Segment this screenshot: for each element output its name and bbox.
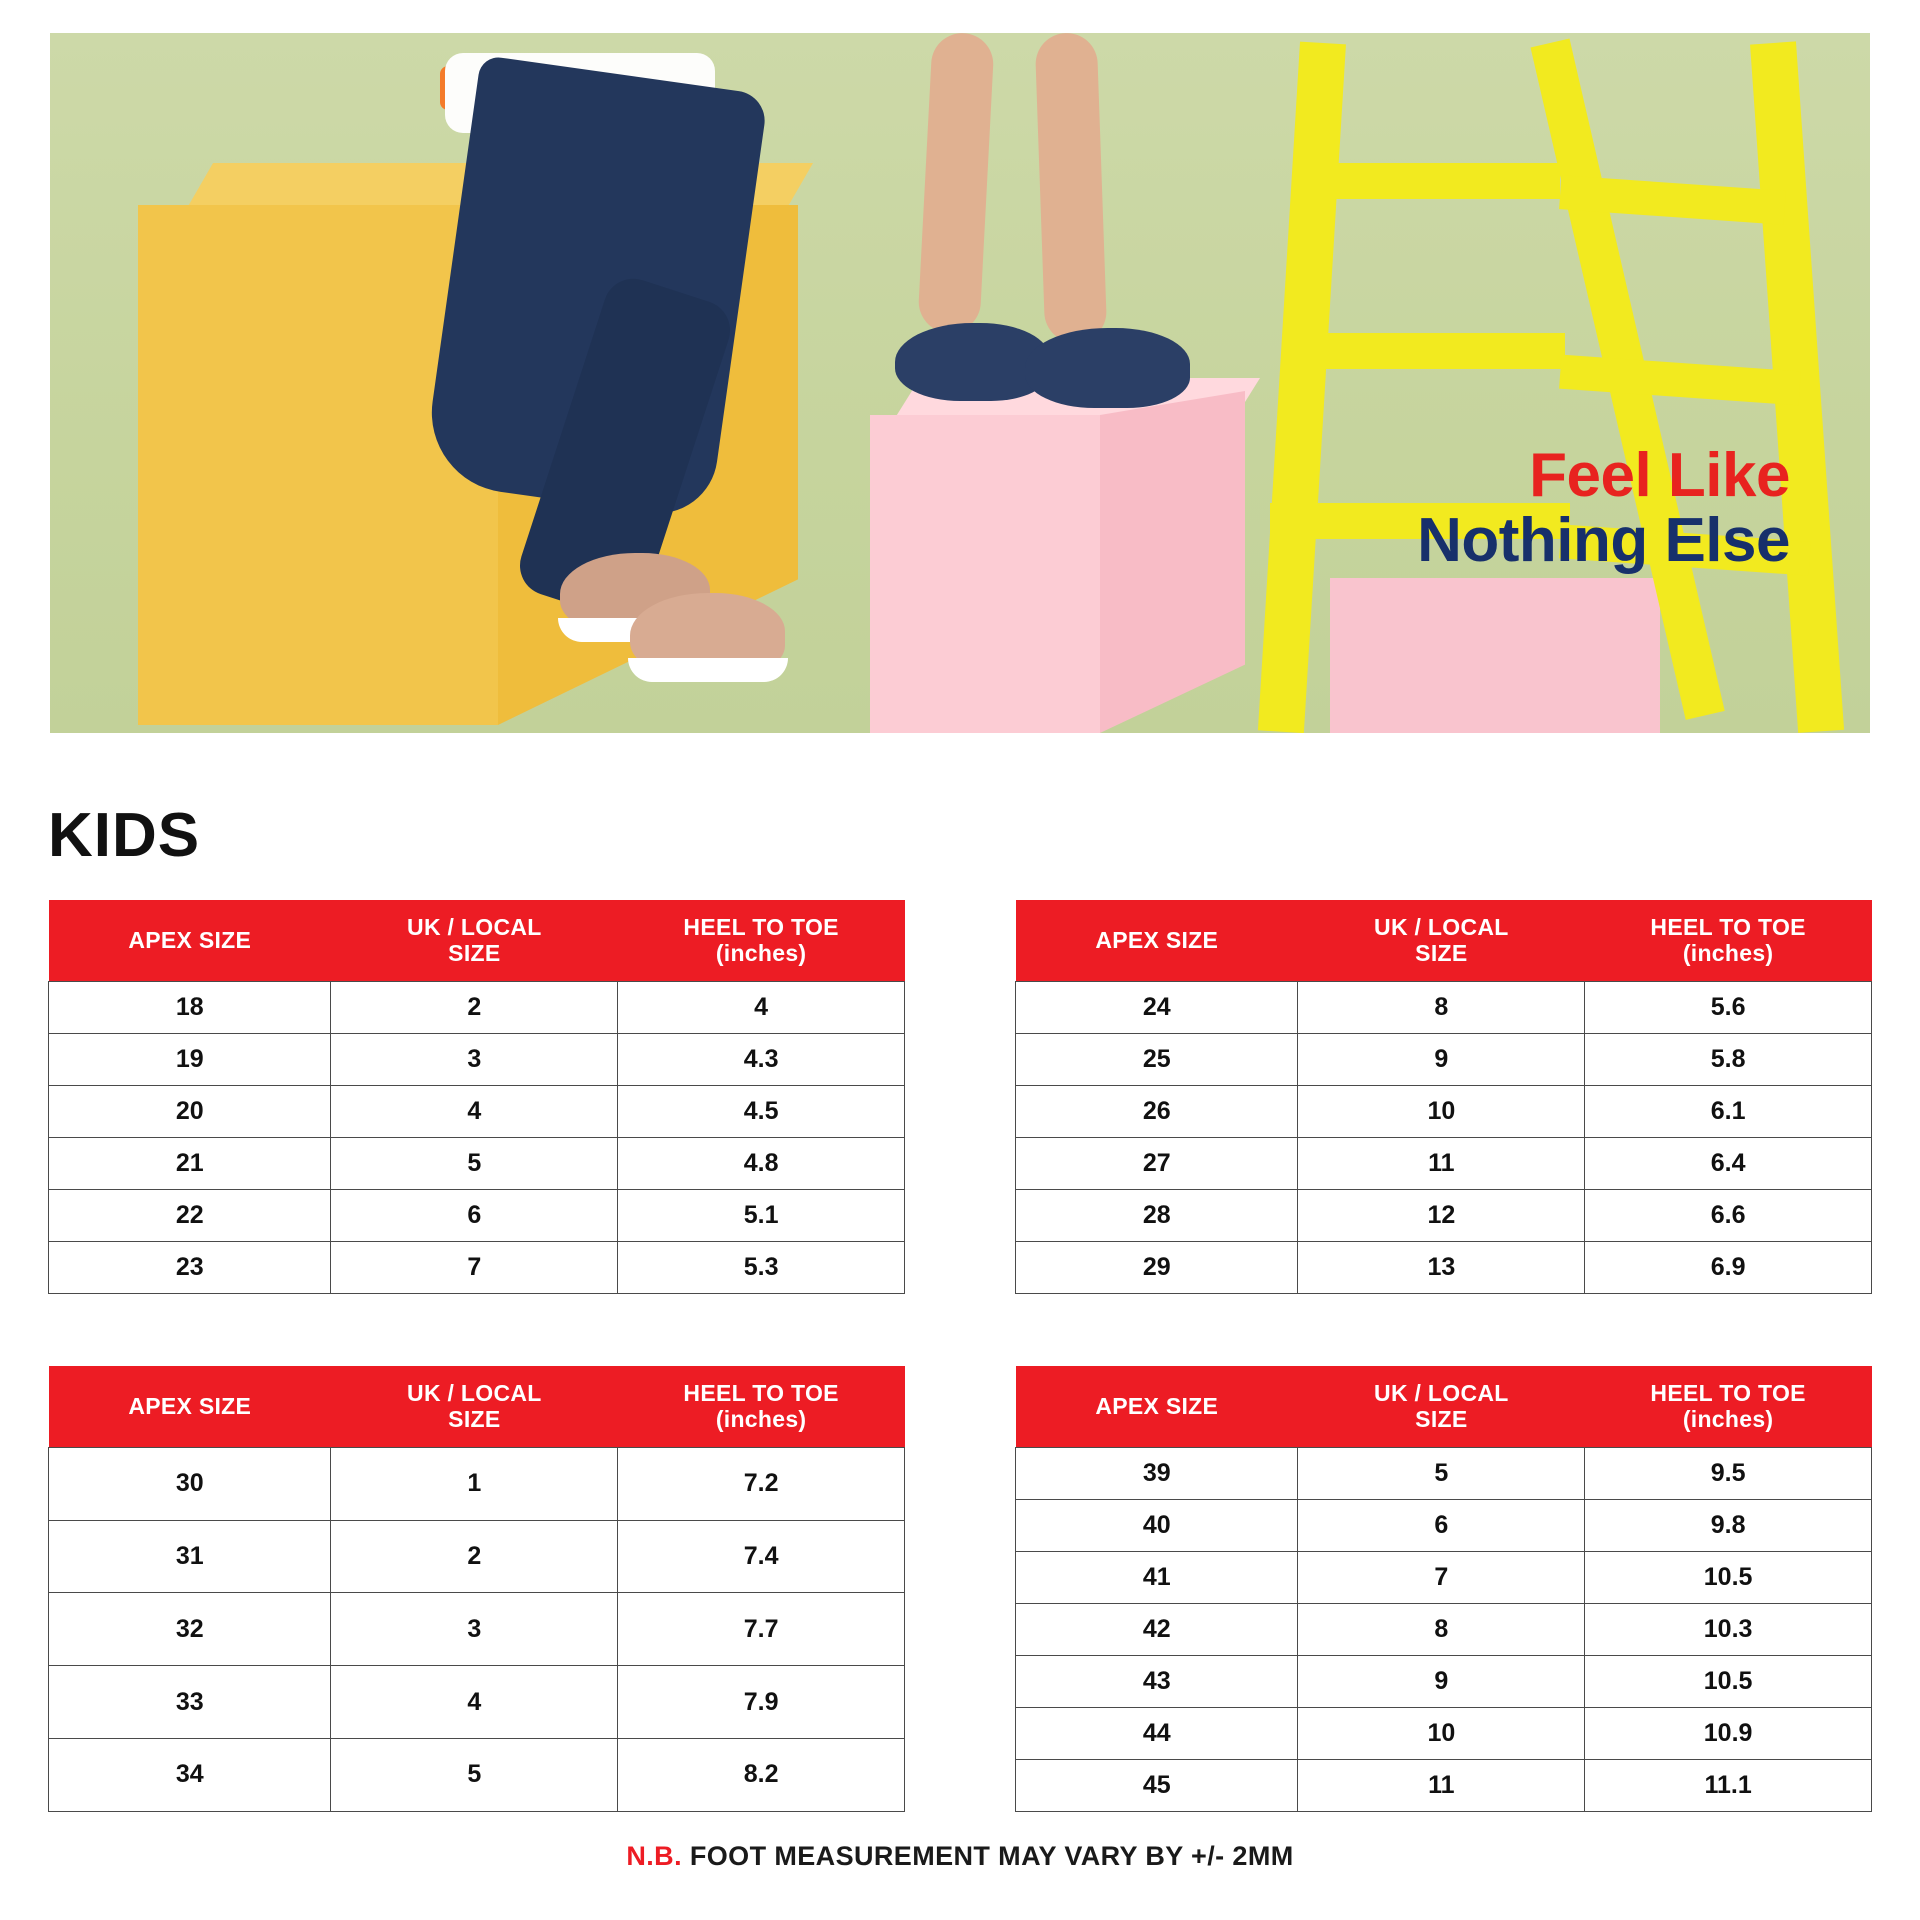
header-line-2: (inches) [1682,940,1774,967]
cell-apex-size: 24 [1016,981,1298,1033]
cell-apex-size: 44 [1016,1707,1298,1759]
table-row [1016,1707,1872,1759]
table-header-row [1016,900,1872,981]
header-line-1: HEEL TO TOE [683,1379,839,1406]
table-row [1016,1241,1872,1293]
header-line-1: UK / LOCAL [407,1379,542,1406]
ladder-step [1290,333,1565,369]
cell-heel-to-toe: 10.9 [1585,1707,1872,1759]
cell-uk-size: 1 [331,1447,618,1520]
cell-uk-size: 11 [1298,1137,1585,1189]
column-header-heel-to-toe [1585,1366,1872,1447]
cell-heel-to-toe: 7.9 [618,1666,905,1739]
cell-uk-size: 8 [1298,981,1585,1033]
cell-heel-to-toe: 4 [618,981,905,1033]
table-row [49,1033,905,1085]
page-title: KIDS [48,801,201,870]
tagline-line-2: Nothing Else [1417,505,1790,575]
cell-uk-size: 6 [331,1189,618,1241]
table-row [49,1447,905,1520]
table-header-row [49,900,905,981]
cell-apex-size: 41 [1016,1551,1298,1603]
kids-size-table-1 [48,900,905,1294]
table-header-row [1016,1366,1872,1447]
cell-apex-size: 45 [1016,1759,1298,1811]
measurement-footnote [0,1841,1920,1872]
kids-size-table-3 [48,1366,905,1812]
table-row [1016,1447,1872,1499]
cell-apex-size: 29 [1016,1241,1298,1293]
table-row [49,1520,905,1593]
table-row [49,1241,905,1293]
cell-apex-size: 27 [1016,1137,1298,1189]
hero-tagline [1417,440,1790,575]
column-header-heel-to-toe [1585,900,1872,981]
table-row [1016,1499,1872,1551]
cell-heel-to-toe: 7.4 [618,1520,905,1593]
cell-apex-size: 43 [1016,1655,1298,1707]
yellow-cube-face [138,205,498,725]
cell-uk-size: 12 [1298,1189,1585,1241]
cell-heel-to-toe: 6.1 [1585,1085,1872,1137]
header-line-1: HEEL TO TOE [683,914,839,940]
header-line-2: SIZE [1415,1406,1468,1433]
table-row [49,1085,905,1137]
cell-uk-size: 11 [1298,1759,1585,1811]
cell-uk-size: 2 [331,1520,618,1593]
cell-uk-size: 4 [331,1666,618,1739]
cell-heel-to-toe: 10.3 [1585,1603,1872,1655]
cell-uk-size: 7 [1298,1551,1585,1603]
header-line-2: (inches) [715,1406,807,1433]
tables-row-top [48,900,1872,1294]
header-line-1: UK / LOCAL [1374,1379,1509,1406]
table-row [49,1137,905,1189]
cell-uk-size: 7 [331,1241,618,1293]
cell-apex-size: 18 [49,981,331,1033]
cell-uk-size: 10 [1298,1085,1585,1137]
cell-uk-size: 6 [1298,1499,1585,1551]
column-header-uk-local-size [331,1366,618,1447]
table-row [49,1593,905,1666]
header-line-1: UK / LOCAL [1374,914,1509,940]
tagline-line-1: Feel Like [1529,440,1790,510]
header-line-1: HEEL TO TOE [1650,1379,1806,1406]
cell-heel-to-toe: 8.2 [618,1738,905,1811]
table-row [49,1738,905,1811]
cell-apex-size: 31 [49,1520,331,1593]
cell-apex-size: 30 [49,1447,331,1520]
cell-heel-to-toe: 10.5 [1585,1655,1872,1707]
table-row [49,981,905,1033]
cell-uk-size: 13 [1298,1241,1585,1293]
cell-uk-size: 9 [1298,1033,1585,1085]
column-header-apex-size: APEX SIZE [1016,1366,1298,1447]
ladder-step [1559,355,1801,406]
cell-heel-to-toe: 10.5 [1585,1551,1872,1603]
footnote-prefix: N.B. [626,1841,682,1871]
ladder-step [1310,163,1560,199]
navy-shoe-right [1025,328,1190,408]
cell-heel-to-toe: 4.8 [618,1137,905,1189]
header-line-2: SIZE [448,940,501,967]
column-header-heel-to-toe [618,900,905,981]
kids-size-table-4 [1015,1366,1872,1812]
table-row [1016,1085,1872,1137]
table-row [49,1666,905,1739]
column-header-heel-to-toe [618,1366,905,1447]
table-row [1016,1137,1872,1189]
table-row [1016,1033,1872,1085]
table-header-row [49,1366,905,1447]
cell-heel-to-toe: 6.9 [1585,1241,1872,1293]
cell-heel-to-toe: 6.4 [1585,1137,1872,1189]
table-row [49,1189,905,1241]
cell-heel-to-toe: 9.5 [1585,1447,1872,1499]
tan-shoe-sole-right [628,658,788,682]
cell-heel-to-toe: 9.8 [1585,1499,1872,1551]
cell-heel-to-toe: 6.6 [1585,1189,1872,1241]
cell-uk-size: 5 [331,1137,618,1189]
table-row [1016,1759,1872,1811]
table-row [1016,1189,1872,1241]
cell-apex-size: 40 [1016,1499,1298,1551]
cell-apex-size: 19 [49,1033,331,1085]
cell-apex-size: 32 [49,1593,331,1666]
header-line-1: UK / LOCAL [407,914,542,940]
header-line-2: SIZE [448,1406,501,1433]
cell-heel-to-toe: 11.1 [1585,1759,1872,1811]
cell-apex-size: 34 [49,1738,331,1811]
kids-size-table-2 [1015,900,1872,1294]
cell-apex-size: 33 [49,1666,331,1739]
column-header-uk-local-size [1298,900,1585,981]
header-line-2: SIZE [1415,940,1468,967]
cell-uk-size: 5 [331,1738,618,1811]
column-header-apex-size: APEX SIZE [1016,900,1298,981]
cell-heel-to-toe: 5.6 [1585,981,1872,1033]
cell-heel-to-toe: 5.1 [618,1189,905,1241]
yellow-ladder [1230,33,1870,733]
cell-apex-size: 26 [1016,1085,1298,1137]
cell-apex-size: 22 [49,1189,331,1241]
cell-heel-to-toe: 5.8 [1585,1033,1872,1085]
header-line-1: HEEL TO TOE [1650,914,1806,940]
size-tables [48,900,1872,1812]
cell-heel-to-toe: 7.2 [618,1447,905,1520]
cell-uk-size: 10 [1298,1707,1585,1759]
column-header-apex-size: APEX SIZE [49,1366,331,1447]
cell-apex-size: 23 [49,1241,331,1293]
cell-apex-size: 21 [49,1137,331,1189]
cell-uk-size: 9 [1298,1655,1585,1707]
cell-uk-size: 8 [1298,1603,1585,1655]
hero-banner [50,33,1870,733]
cell-uk-size: 2 [331,981,618,1033]
cell-uk-size: 4 [331,1085,618,1137]
footnote-text: FOOT MEASUREMENT MAY VARY BY +/- 2MM [681,1841,1294,1871]
cell-heel-to-toe: 4.3 [618,1033,905,1085]
column-header-apex-size: APEX SIZE [49,900,331,981]
cell-heel-to-toe: 5.3 [618,1241,905,1293]
cell-apex-size: 20 [49,1085,331,1137]
pink-box-face [870,415,1100,733]
cell-apex-size: 42 [1016,1603,1298,1655]
header-line-2: (inches) [1682,1406,1774,1433]
column-header-uk-local-size [331,900,618,981]
child-leg-right [1035,33,1108,344]
table-row [1016,1655,1872,1707]
header-line-2: (inches) [715,940,807,967]
column-header-uk-local-size [1298,1366,1585,1447]
table-row [1016,1551,1872,1603]
cell-apex-size: 25 [1016,1033,1298,1085]
cell-uk-size: 3 [331,1593,618,1666]
tables-row-bottom [48,1366,1872,1812]
cell-uk-size: 3 [331,1033,618,1085]
ladder-rail-left [1258,42,1346,733]
cell-apex-size: 39 [1016,1447,1298,1499]
cell-uk-size: 5 [1298,1447,1585,1499]
cell-heel-to-toe: 7.7 [618,1593,905,1666]
cell-heel-to-toe: 4.5 [618,1085,905,1137]
table-row [1016,1603,1872,1655]
table-row [1016,981,1872,1033]
cell-apex-size: 28 [1016,1189,1298,1241]
